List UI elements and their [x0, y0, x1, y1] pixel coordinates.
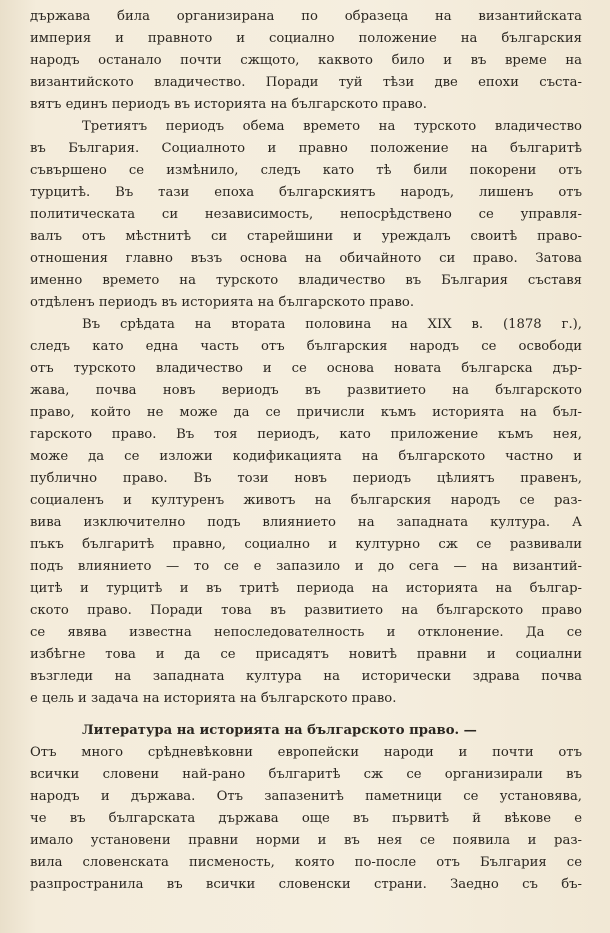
- text-line: имало установени правни норми и въ нея се появила и раз-: [30, 833, 582, 848]
- text-line: Въ срѣдата на втората половина на XIX в. (1878 г.),: [82, 317, 582, 332]
- text-line: Отъ много срѣдневѣковни европейски народи и почти отъ: [30, 745, 582, 760]
- text-line: турцитѣ. Въ тази епоха българскиятъ народъ, лишенъ отъ: [30, 185, 582, 200]
- text-line: всички словени най-рано българитѣ сж се организирали въ: [30, 767, 582, 782]
- text-line: публично право. Въ този новъ периодъ цѣлиятъ правенъ,: [30, 471, 582, 486]
- text-line: че въ българската държава още въ първитѣ й вѣкове е: [30, 811, 582, 826]
- heading-line: [82, 720, 582, 742]
- text-line: отношения главно възъ основа на обичайното си право. Затова: [30, 251, 582, 266]
- text-line: отъ турското владичество и се основа новата българска дър-: [30, 361, 582, 376]
- text-line: политическата си независимость, непосрѣдствено се управля-: [30, 207, 582, 222]
- text-line: цитѣ и турцитѣ и въ тритѣ периода на историята на българ-: [30, 581, 582, 596]
- text-line: вятъ единъ периодъ въ историята на българското право.: [30, 97, 427, 112]
- text-line: възгледи на западната култура на исторически здрава почва: [30, 669, 582, 684]
- text-line: социаленъ и културенъ животъ на българския народъ се раз-: [30, 493, 582, 508]
- text-line: може да се изложи кодификацията на българското частно и: [30, 449, 582, 464]
- text-line: жава, почва новъ вериодъ въ развитието на българското: [30, 383, 582, 398]
- text-line: народъ и държава. Отъ запазенитѣ паметници се установява,: [30, 789, 582, 804]
- text-line: право, който не може да се причисли къмъ историята на бъл-: [30, 405, 582, 420]
- text-line: ското право. Поради това въ развитието на българското право: [30, 603, 582, 618]
- text-line: пъкъ българитѣ правно, социално и културно сж се развивали: [30, 537, 582, 552]
- text-line: вила словенската писменость, която по-после отъ България се: [30, 855, 582, 870]
- text-line: подъ влиянието — то се е запазило и до сега — на византий-: [30, 559, 582, 574]
- text-line: държава била организирана по образеца на византийската: [30, 9, 582, 24]
- text-line: избѣгне това и да се присадятъ новитѣ правни и социални: [30, 647, 582, 662]
- text-line: се явява известна непоследователность и отклонение. Да се: [30, 625, 582, 640]
- text-line: Третиятъ периодъ обема времето на турското владичество: [82, 119, 582, 134]
- section-heading: Литература на историята на българското право.: [82, 723, 460, 738]
- heading-dash: —: [459, 723, 477, 738]
- text-line: византийското владичество. Поради туй тѣзи две епохи съста-: [30, 75, 582, 90]
- text-line: въ България. Социалното и правно положение на българитѣ: [30, 141, 582, 156]
- text-line: гарското право. Въ тоя периодъ, като приложение къмъ нея,: [30, 427, 582, 442]
- text-line: вива изключително подъ влиянието на западната култура. А: [30, 515, 582, 530]
- text-line: съвършено се измѣнило, следъ като тѣ били покорени отъ: [30, 163, 582, 178]
- text-line: именно времето на турското владичество въ България съставя: [30, 273, 582, 288]
- text-line: е цель и задача на историята на българското право.: [30, 691, 397, 706]
- text-line: следъ като една часть отъ българския народъ се освободи: [30, 339, 582, 354]
- text-line: империя и правното и социално положение на българския: [30, 31, 582, 46]
- text-line: разпространила въ всички словенски страни. Заедно съ бъ-: [30, 877, 582, 892]
- text-line: валъ отъ мѣстнитѣ си старейшини и уреждалъ своитѣ право-: [30, 229, 582, 244]
- text-line: народъ останало почти сжщото, каквото било и въ време на: [30, 53, 582, 68]
- text-line: отдѣленъ периодъ въ историята на българското право.: [30, 295, 415, 310]
